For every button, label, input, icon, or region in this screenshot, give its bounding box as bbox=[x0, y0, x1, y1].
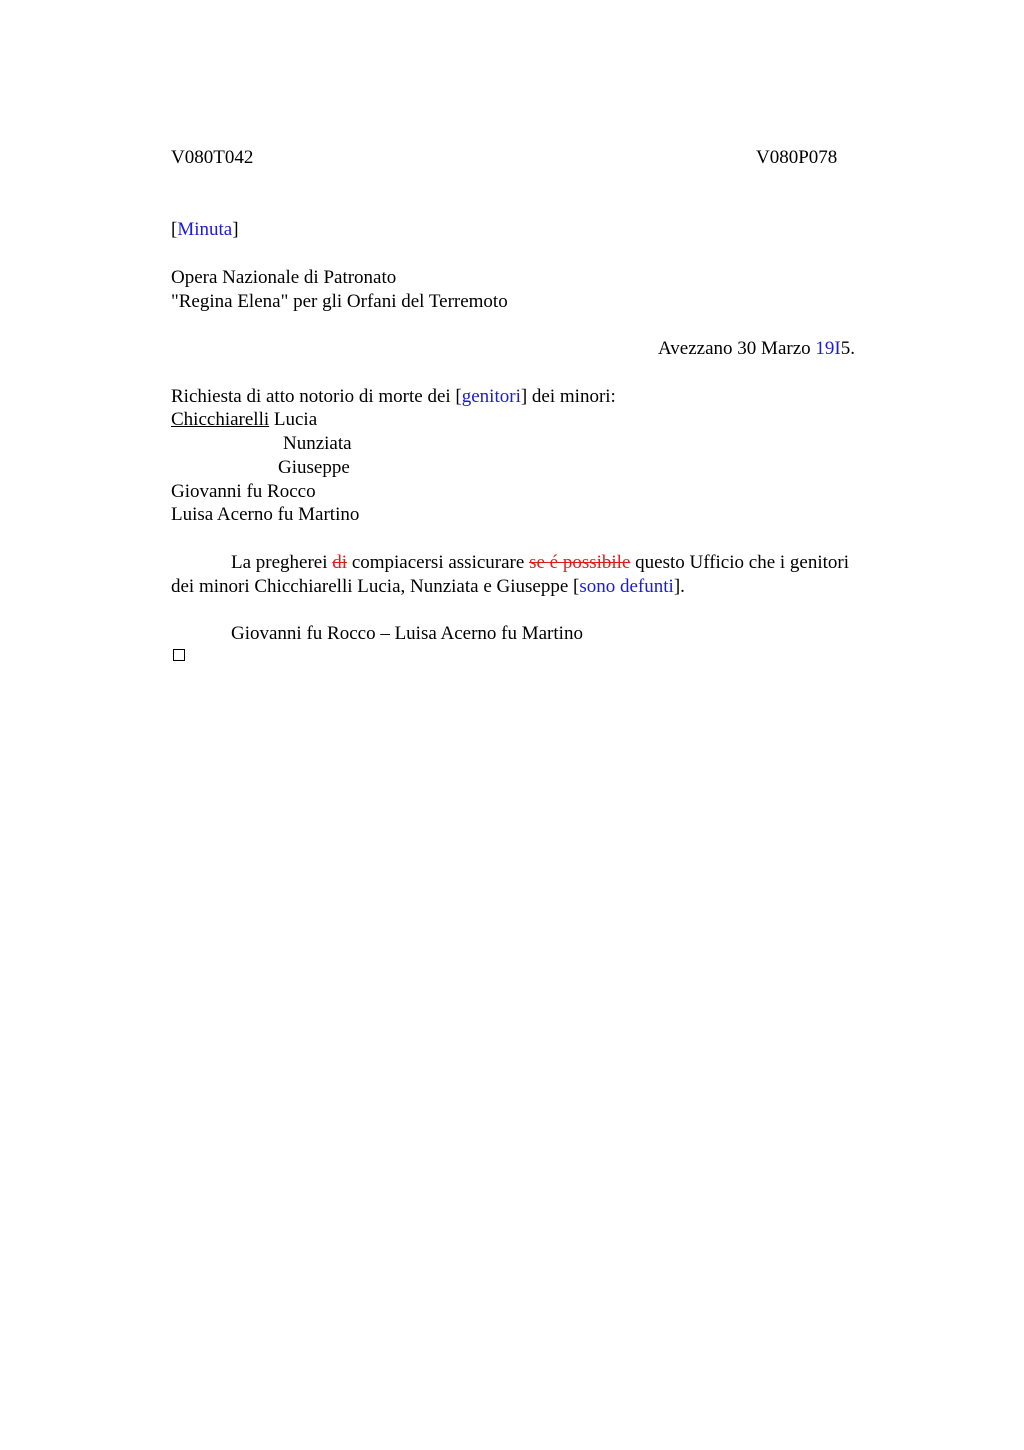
closing-names: Giovanni fu Rocco – Luisa Acerno fu Martino bbox=[231, 623, 583, 644]
empty-box-symbol bbox=[173, 649, 185, 661]
sender-line-2: "Regina Elena" per gli Orfani del Terremoto bbox=[171, 291, 508, 312]
body-text-d: dei minori Chicchiarelli Lucia, Nunziata e Giuseppe [ bbox=[171, 576, 580, 597]
close-bracket: ] bbox=[232, 219, 239, 240]
minor-1 bbox=[171, 408, 317, 432]
date-line bbox=[658, 337, 855, 361]
date-year-correction: 19I bbox=[815, 338, 841, 359]
deleted-text-1: di bbox=[332, 552, 348, 573]
body-line-2 bbox=[171, 575, 685, 599]
right-archive-code: V080P078 bbox=[756, 147, 838, 168]
minor-2: Nunziata bbox=[283, 433, 352, 454]
father-name: Giovanni fu Rocco bbox=[171, 481, 316, 502]
deleted-text-2: se é possibile bbox=[529, 552, 631, 573]
left-archive-code: V080T042 bbox=[171, 147, 254, 168]
inserted-text: sono defunti bbox=[579, 576, 674, 597]
subject-line bbox=[171, 385, 616, 409]
subject-inserted: genitori bbox=[461, 386, 521, 407]
body-line-1 bbox=[231, 551, 849, 575]
date-prefix: Avezzano 30 Marzo bbox=[658, 338, 816, 359]
date-year-end: 5. bbox=[840, 338, 855, 359]
sender-line-1: Opera Nazionale di Patronato bbox=[171, 267, 397, 288]
body-text-e: ]. bbox=[673, 576, 685, 597]
minor-1-name: Lucia bbox=[269, 409, 318, 430]
open-bracket: [ bbox=[171, 219, 178, 240]
minors-surname: Chicchiarelli bbox=[171, 409, 270, 430]
subject-prefix: Richiesta di atto notorio di morte dei [ bbox=[171, 386, 462, 407]
subject-suffix: ] dei minori: bbox=[520, 386, 616, 407]
mother-name: Luisa Acerno fu Martino bbox=[171, 504, 360, 525]
minor-3: Giuseppe bbox=[278, 457, 350, 478]
body-text-a: La pregherei bbox=[231, 552, 333, 573]
body-text-c: questo Ufficio che i genitori bbox=[630, 552, 850, 573]
document-type-label: Minuta bbox=[177, 219, 233, 240]
body-text-b: compiacersi assicurare bbox=[347, 552, 530, 573]
document-type bbox=[171, 218, 239, 242]
